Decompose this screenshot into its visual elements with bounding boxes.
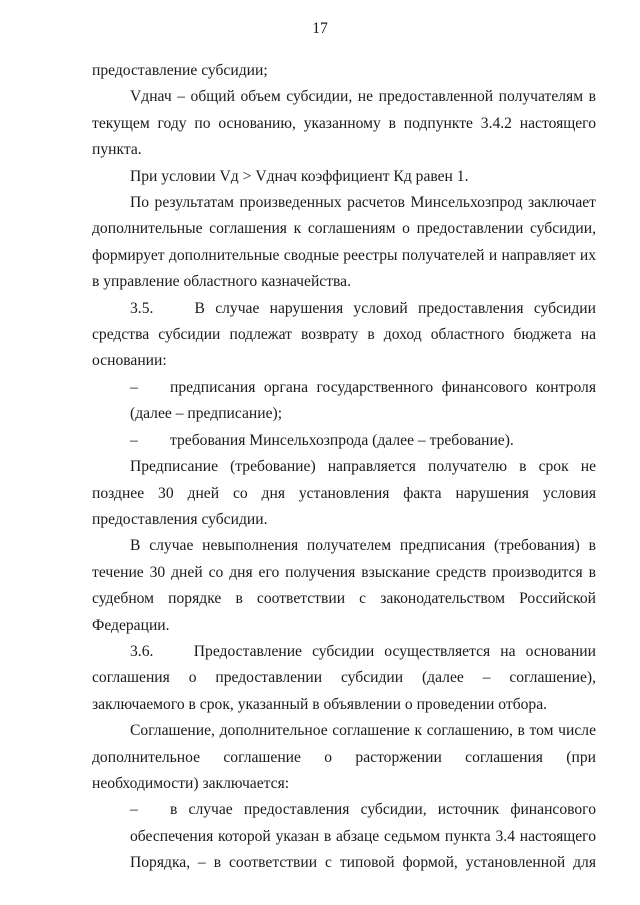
list-dash: – [130,801,138,819]
list-item-prescription [92,375,596,428]
paragraph-continuation: предоставление субсидии; [92,62,268,79]
list-dash: – [130,378,138,396]
paragraph-3-5: 3.5. В случае нарушения условий предоставления субсидии средства субсидии подлежат возврату в доход областного бюджета на основании: [92,299,596,370]
list-item-text: в случае предоставления субсидии, источник финансового обеспечения которой указан в абзаце седьмом пункта 3.4 настоящего Порядка, – в соответствии с типовой формой, установленной для [130,801,596,872]
paragraph-non-fulfillment: В случае невыполнения получателем предписания (требования) в течение 30 дней со дня его получения взыскание средств производится в судебном порядке в соответствии с законодательством Российской Федерации. [92,537,596,634]
document-body [92,58,596,877]
list-item-text: предписания органа государственного финансового контроля (далее – предписание); [130,378,596,423]
list-item-requirement [92,428,596,454]
paragraph-vdnach-definition: Vднач – общий объем субсидии, не предоставленной получателям в текущем году по основанию, указанному в подпункте 3.4.2 настоящего пункта. [92,88,596,159]
page-number: 17 [312,20,328,37]
paragraph-condition: При условии Vд > Vднач коэффициент Кд равен 1. [130,167,469,185]
list-item-funding-source [92,797,596,876]
paragraph-3-6: 3.6. Предоставление субсидии осуществляется на основании соглашения о предоставлении субсидии (далее – соглашение), заключаемого в срок, указанный в объявлении о проведении отбора. [92,642,596,713]
paragraph-agreement: Соглашение, дополнительное соглашение к соглашению, в том числе дополнительное соглашение о расторжении соглашения (при необходимости) заключается: [92,722,596,792]
paragraph-results: По результатам произведенных расчетов Минсельхозпрод заключает дополнительные соглашения к соглашениям о предоставлении субсидии, формирует дополнительные сводные реестры получателей и направляет их в управление областного казначейства. [92,194,596,291]
list-item-text: требования Минсельхозпрода (далее – требование). [170,431,514,449]
list-dash: – [130,431,138,449]
paragraph-prescription-sent: Предписание (требование) направляется получателю в срок не позднее 30 дней со дня установления факта нарушения условия предоставления субсидии. [92,458,596,528]
